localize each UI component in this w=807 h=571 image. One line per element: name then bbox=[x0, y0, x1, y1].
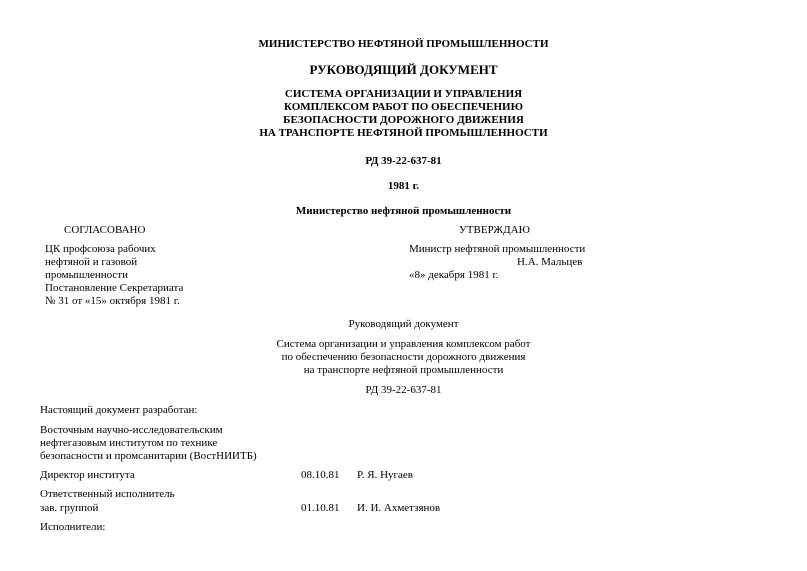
institute-line: безопасности и промсанитарии (ВостНИИТБ) bbox=[40, 450, 257, 462]
ministry-heading: МИНИСТЕРСТВО НЕФТЯНОЙ ПРОМЫШЛЕННОСТИ bbox=[258, 38, 549, 50]
doc-code-heading: РД 39-22-637-81 bbox=[365, 155, 442, 167]
body-title-block bbox=[0, 338, 807, 377]
responsible-sublabel: зав. группой bbox=[40, 502, 99, 514]
institute-block bbox=[40, 424, 257, 463]
agreed-line: № 31 от «15» октября 1981 г. bbox=[45, 295, 180, 307]
approved-name: Н.А. Мальцев bbox=[517, 256, 583, 268]
doc-title-line: КОМПЛЕКСОМ РАБОТ ПО ОБЕСПЕЧЕНИЮ bbox=[284, 101, 523, 113]
responsible-name: И. И. Ахметзянов bbox=[357, 502, 441, 514]
doc-title-block bbox=[0, 88, 807, 140]
approved-position: Министр нефтяной промышленности bbox=[409, 243, 586, 255]
director-date: 08.10.81 bbox=[301, 469, 340, 481]
body-title-line: на транспорте нефтяной промышленности bbox=[303, 364, 504, 376]
agreed-label: СОГЛАСОВАНО bbox=[64, 224, 146, 236]
director-label: Директор института bbox=[40, 469, 135, 481]
approved-date: «8» декабря 1981 г. bbox=[409, 269, 499, 281]
director-name: Р. Я. Нугаев bbox=[357, 469, 413, 481]
executors-label: Исполнители: bbox=[40, 521, 106, 533]
institute-line: Восточным научно-исследовательским bbox=[40, 424, 223, 436]
body-doc-code: РД 39-22-637-81 bbox=[365, 384, 442, 396]
ministry-subheading: Министерство нефтяной промышленности bbox=[295, 205, 512, 217]
body-title-line: Система организации и управления комплексом работ bbox=[276, 338, 531, 350]
approved-label: УТВЕРЖДАЮ bbox=[459, 224, 530, 236]
agreed-block bbox=[45, 243, 183, 308]
agreed-line: нефтяной и газовой bbox=[45, 256, 138, 268]
agreed-line: ЦК профсоюза рабочих bbox=[45, 243, 156, 255]
doc-type-heading: РУКОВОДЯЩИЙ ДОКУМЕНТ bbox=[309, 62, 498, 77]
body-title-line: по обеспечению безопасности дорожного движения bbox=[281, 351, 526, 363]
doc-year: 1981 г. bbox=[387, 180, 420, 192]
responsible-date: 01.10.81 bbox=[301, 502, 340, 514]
developers-intro: Настоящий документ разработан: bbox=[40, 404, 198, 416]
agreed-line: Постановление Секретариата bbox=[45, 282, 184, 294]
body-doc-type: Руководящий документ bbox=[348, 318, 459, 330]
doc-title-line: СИСТЕМА ОРГАНИЗАЦИИ И УПРАВЛЕНИЯ bbox=[284, 88, 523, 100]
doc-title-line: БЕЗОПАСНОСТИ ДОРОЖНОГО ДВИЖЕНИЯ bbox=[283, 114, 524, 126]
responsible-label: Ответственный исполнитель bbox=[40, 488, 175, 500]
doc-title-line: НА ТРАНСПОРТЕ НЕФТЯНОЙ ПРОМЫШЛЕННОСТИ bbox=[259, 127, 548, 139]
agreed-line: промышленности bbox=[45, 269, 128, 281]
institute-line: нефтегазовым институтом по технике bbox=[40, 437, 218, 449]
